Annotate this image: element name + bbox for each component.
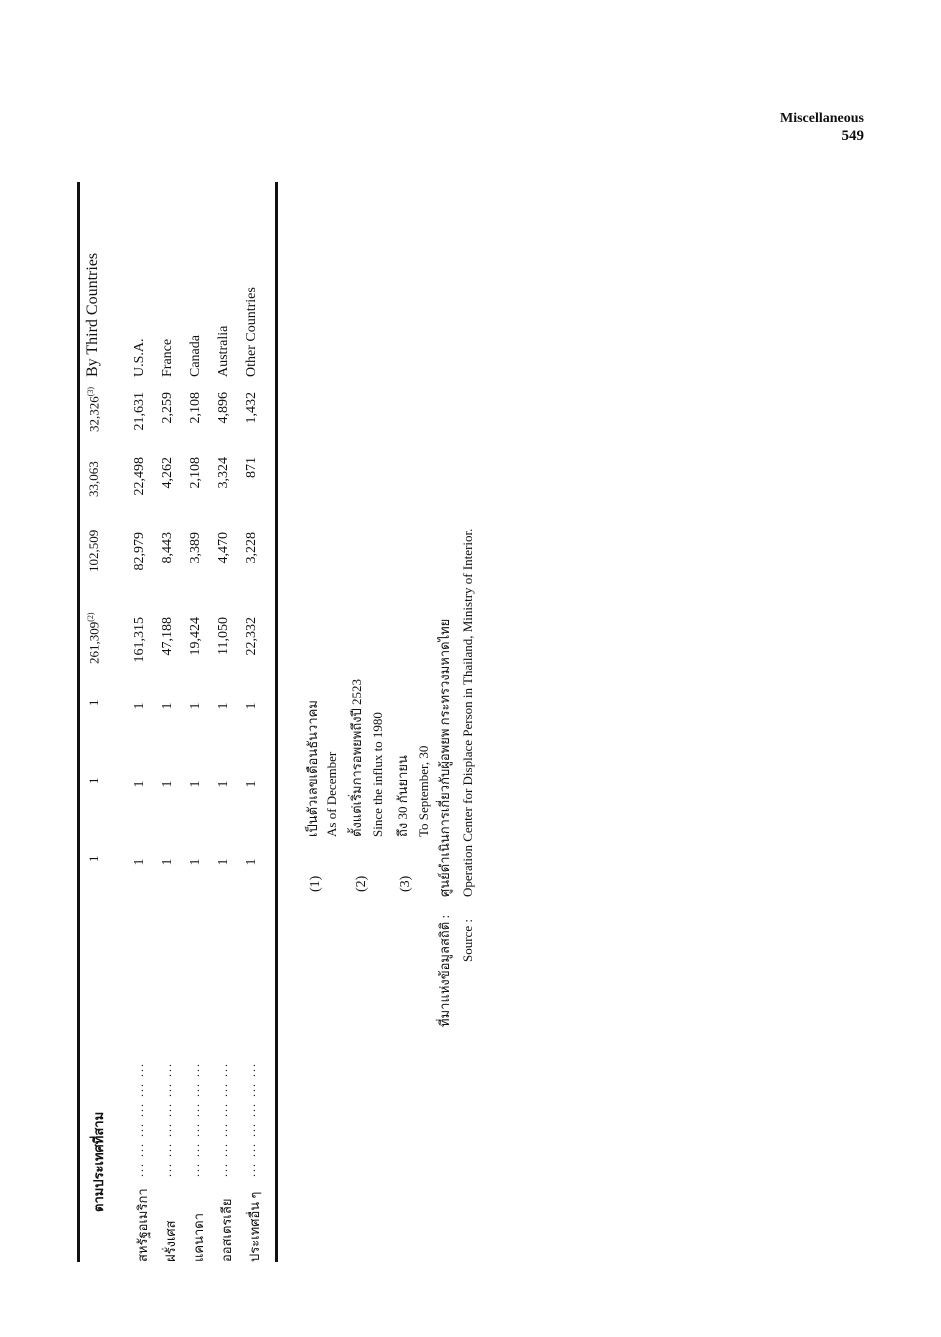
note-1-english: As of December bbox=[324, 751, 339, 837]
note-2-english: Since the influx to 1980 bbox=[370, 712, 385, 837]
thai-heading-text: ตามประเทศที่สาม bbox=[91, 1111, 106, 1212]
note-2-thai: ตั้งแต่เริ่มการอพยพถึงปี 2523 bbox=[349, 678, 364, 837]
row-thai-label: ออสเตรเลีย bbox=[219, 1198, 234, 1262]
cell: 1 bbox=[188, 858, 203, 866]
note-1-thai: เป็นตัวเลขเดือนธันวาคม bbox=[305, 700, 320, 837]
cell: 22,332 bbox=[244, 617, 259, 656]
cell: 1 bbox=[188, 780, 203, 788]
table-row bbox=[160, 182, 186, 1262]
total-col-7 bbox=[86, 387, 102, 432]
cell: 11,050 bbox=[216, 617, 231, 655]
total-col-7-note: (3) bbox=[86, 386, 95, 397]
table-bottom-rule bbox=[77, 182, 80, 1262]
row-thai-label: แคนาดา bbox=[191, 1212, 206, 1262]
table-row bbox=[244, 182, 270, 1262]
note-2-mark: (2) bbox=[354, 875, 369, 892]
cell: 19,424 bbox=[188, 617, 203, 656]
source-thai-label: ที่มาแห่งข้อมูลสถิติ : bbox=[437, 914, 452, 1027]
leader-dots: ... ... ... ... ... ... bbox=[216, 1062, 230, 1177]
cell: 1 bbox=[188, 702, 203, 710]
total-col-7-value: 32,326 bbox=[86, 396, 102, 432]
cell: 8,443 bbox=[160, 532, 175, 564]
total-col-2: 1 bbox=[86, 777, 101, 784]
table-row bbox=[216, 182, 242, 1262]
english-heading: By Third Countries bbox=[84, 252, 101, 377]
cell: 1 bbox=[160, 858, 175, 866]
total-col-3: 1 bbox=[86, 699, 101, 706]
cell: 2,108 bbox=[188, 457, 203, 489]
row-english-label: Canada bbox=[188, 335, 203, 377]
cell: 1 bbox=[160, 780, 175, 788]
cell: 47,188 bbox=[160, 617, 175, 656]
total-col-6: 33,063 bbox=[86, 461, 101, 497]
cell: 871 bbox=[244, 457, 259, 478]
row-thai-label: ฝรั่งเศส bbox=[163, 1220, 178, 1262]
total-col-1: 1 bbox=[86, 855, 101, 862]
total-col-4 bbox=[86, 612, 102, 664]
row-english-label: Australia bbox=[216, 325, 231, 377]
cell: 1 bbox=[244, 780, 259, 788]
source-english-label: Source : bbox=[460, 919, 475, 962]
page-header bbox=[780, 110, 864, 145]
row-english-label: France bbox=[160, 338, 175, 377]
cell: 82,979 bbox=[132, 532, 147, 571]
total-col-4-value: 261,309 bbox=[86, 621, 102, 664]
total-col-4-note: (2) bbox=[86, 612, 95, 622]
note-3-mark: (3) bbox=[398, 875, 413, 892]
cell: 1,432 bbox=[244, 392, 259, 424]
cell: 1 bbox=[216, 702, 231, 710]
table-top-rule bbox=[275, 182, 278, 1262]
section-title: Miscellaneous bbox=[780, 111, 864, 126]
row-thai-label: ประเทศอื่น ๆ bbox=[247, 1191, 262, 1262]
cell: 3,389 bbox=[188, 532, 203, 564]
cell: 3,228 bbox=[244, 532, 259, 564]
leader-dots: ... ... ... ... ... ... bbox=[188, 1062, 202, 1177]
cell: 1 bbox=[216, 858, 231, 866]
row-english-label: U.S.A. bbox=[132, 338, 147, 377]
note-3-thai: ถึง 30 กันยายน bbox=[395, 755, 410, 837]
cell: 1 bbox=[132, 702, 147, 710]
cell: 4,896 bbox=[216, 392, 231, 424]
leader-dots: ... ... ... ... ... ... bbox=[160, 1062, 174, 1177]
total-col-5: 102,509 bbox=[86, 529, 101, 572]
cell: 161,315 bbox=[132, 617, 147, 663]
cell: 3,324 bbox=[216, 457, 231, 489]
row-english-label: Other Countries bbox=[244, 287, 259, 377]
cell: 1 bbox=[244, 702, 259, 710]
cell: 1 bbox=[132, 858, 147, 866]
cell: 21,631 bbox=[132, 392, 147, 431]
source-english-text: Operation Center for Displace Person in Thailand, Ministry of Interior. bbox=[460, 528, 475, 897]
note-3-english: To September, 30 bbox=[416, 745, 431, 837]
cell: 4,470 bbox=[216, 532, 231, 564]
cell: 1 bbox=[160, 702, 175, 710]
cell: 2,108 bbox=[188, 392, 203, 424]
source-thai-text: ศูนย์ดำเนินการเกี่ยวกับผู้อพยพ กระทรวงมหาดไทย bbox=[437, 618, 452, 897]
cell: 4,262 bbox=[160, 457, 175, 489]
leader-dots: ... ... ... ... ... ... bbox=[244, 1062, 258, 1177]
table-row bbox=[132, 182, 158, 1262]
row-thai-label: สหรัฐอเมริกา bbox=[135, 1188, 150, 1262]
cell: 1 bbox=[132, 780, 147, 788]
table-row bbox=[188, 182, 214, 1262]
cell: 22,498 bbox=[132, 457, 147, 496]
thai-column-heading bbox=[88, 1112, 109, 1212]
note-1-mark: (1) bbox=[308, 875, 323, 892]
rotated-table-page bbox=[80, 182, 520, 1262]
cell: 2,259 bbox=[160, 392, 175, 424]
cell: 1 bbox=[244, 858, 259, 866]
page-number: 549 bbox=[841, 128, 864, 144]
leader-dots: ... ... ... ... ... ... bbox=[132, 1062, 146, 1177]
cell: 1 bbox=[216, 780, 231, 788]
